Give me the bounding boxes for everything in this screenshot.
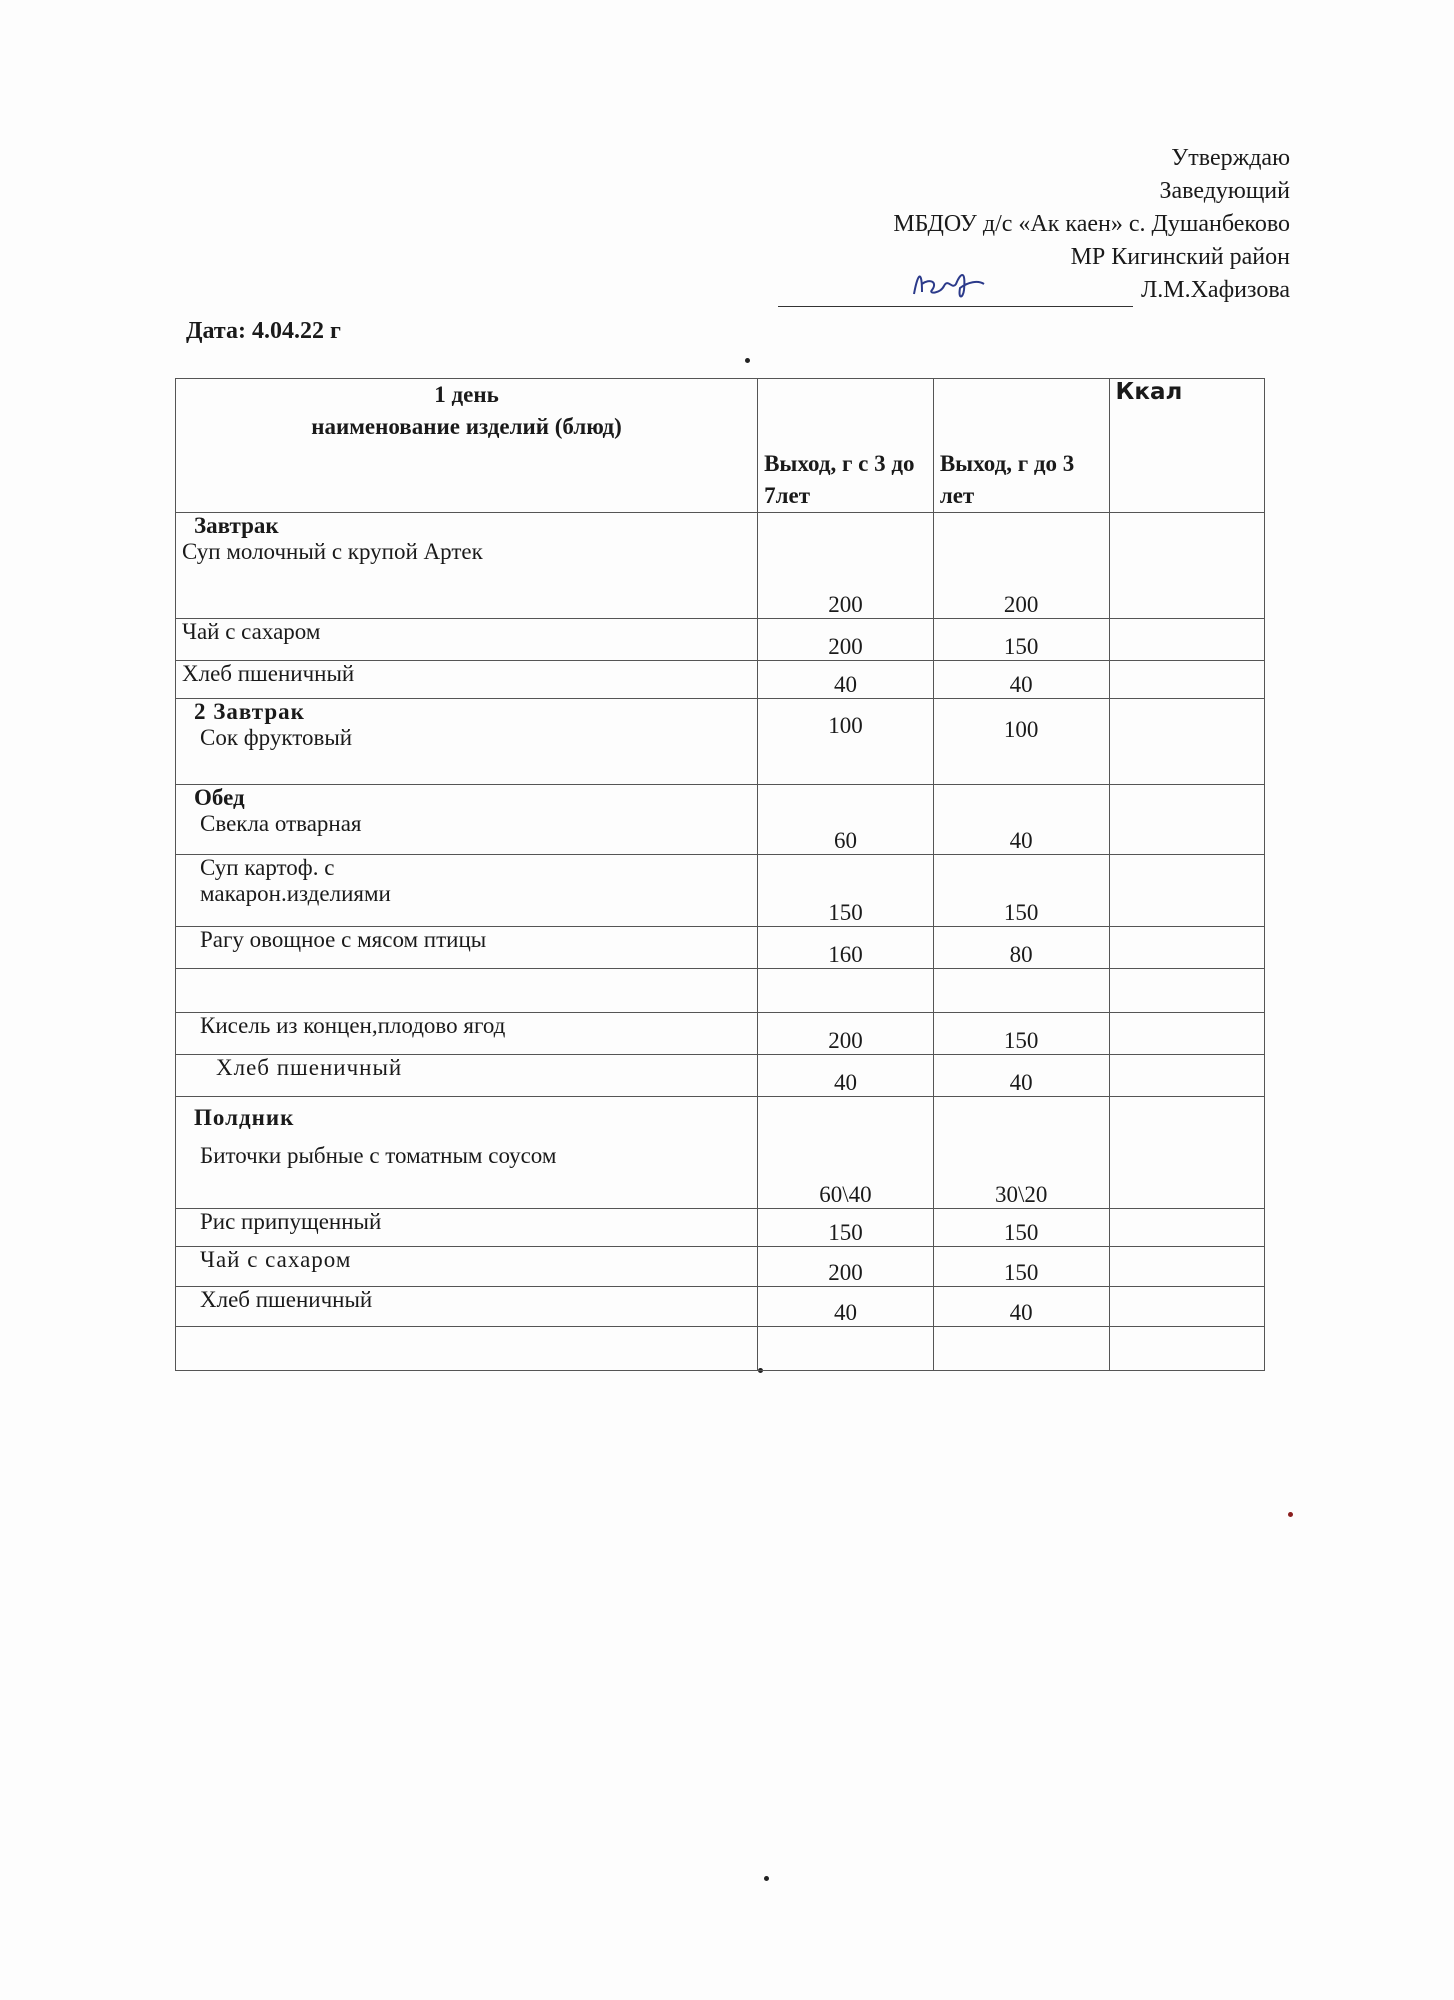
dish-cell [176,513,758,619]
table-row [176,927,1265,969]
dish-cell [176,1247,758,1287]
dish-name: Рагу овощное с мясом птицы [200,927,487,952]
kcal-cell [1109,927,1264,969]
approval-district: МР Кигинский район [1070,244,1290,270]
table-row [176,855,1265,927]
dish-name: Суп картоф. с макарон.изделиями [200,855,391,906]
yield-3-7: 60\40 [758,1097,934,1209]
kcal-cell [1109,513,1264,619]
kcal-cell [1109,855,1264,927]
header-name [176,379,758,513]
dish-cell [176,1097,758,1209]
yield-under-3: 100 [933,699,1109,785]
table-row [176,1247,1265,1287]
kcal-cell [1109,619,1264,661]
dish-cell [176,969,758,1013]
table-row [176,1055,1265,1097]
yield-3-7: 60 [758,785,934,855]
section-title: Обед [194,785,245,810]
header-dish-name: наименование изделий (блюд) [311,414,622,439]
kcal-cell [1109,969,1264,1013]
yield-3-7: 150 [758,1209,934,1247]
yield-3-7: 200 [758,513,934,619]
dish-name: Хлеб пшеничный [216,1055,403,1080]
kcal-cell [1109,699,1264,785]
yield-under-3: 150 [933,619,1109,661]
menu-table [175,378,1265,1371]
approval-block [778,142,1290,307]
approval-institution: МБДОУ д/с «Ак каен» с. Душанбеково [893,211,1290,237]
table-row-empty [176,969,1265,1013]
dish-name: Кисель из концен,плодово ягод [200,1013,506,1038]
yield-3-7: 200 [758,1247,934,1287]
yield-under-3: 30\20 [933,1097,1109,1209]
signer-name: Л.М.Хафизова [1140,277,1290,303]
yield-under-3: 80 [933,927,1109,969]
dish-name: Чай с сахаром [182,619,321,644]
section-title: 2 Завтрак [194,699,305,724]
yield-under-3: 40 [933,785,1109,855]
dish-name: Суп молочный с крупой Артек [182,539,483,564]
dish-cell [176,855,758,927]
approval-title: Утверждаю [1171,145,1290,171]
header-kcal: Ккал [1109,379,1264,513]
signature-line [778,274,1290,307]
dish-cell [176,1055,758,1097]
handwritten-signature [908,264,988,304]
dish-cell [176,699,758,785]
table-row [176,1097,1265,1209]
table-row [176,1287,1265,1327]
dish-cell [176,1209,758,1247]
yield-3-7 [758,969,934,1013]
scan-speck [745,358,750,363]
kcal-cell [1109,1247,1264,1287]
yield-under-3 [933,1327,1109,1371]
section-title: Полдник [194,1105,295,1130]
yield-3-7: 200 [758,619,934,661]
kcal-cell [1109,1209,1264,1247]
scan-speck [1288,1512,1293,1517]
table-row [176,513,1265,619]
yield-under-3: 40 [933,1055,1109,1097]
dish-cell [176,1327,758,1371]
dish-name: Биточки рыбные с томатным соусом [200,1143,557,1168]
kcal-cell [1109,1055,1264,1097]
yield-under-3: 40 [933,661,1109,699]
kcal-cell [1109,661,1264,699]
table-row [176,785,1265,855]
table-row [176,1209,1265,1247]
yield-under-3: 40 [933,1287,1109,1327]
table-header-row [176,379,1265,513]
yield-under-3: 150 [933,1247,1109,1287]
kcal-cell [1109,1097,1264,1209]
yield-under-3: 150 [933,1013,1109,1055]
dish-name: Свекла отварная [200,811,362,836]
kcal-cell [1109,1287,1264,1327]
date-label: Дата: 4.04.22 г [186,318,341,344]
yield-3-7: 100 [758,699,934,785]
header-yield-under-3: Выход, г до 3 лет [933,379,1109,513]
yield-3-7 [758,1327,934,1371]
dish-cell [176,661,758,699]
table-row [176,661,1265,699]
dish-name: Чай с сахаром [200,1247,352,1272]
table-row [176,619,1265,661]
header-day: 1 день [434,382,499,407]
yield-under-3: 150 [933,1209,1109,1247]
yield-3-7: 200 [758,1013,934,1055]
yield-3-7: 150 [758,855,934,927]
header-yield-3-7: Выход, г с 3 до 7лет [758,379,934,513]
yield-3-7: 40 [758,1287,934,1327]
kcal-cell [1109,1013,1264,1055]
kcal-cell [1109,1327,1264,1371]
yield-under-3: 150 [933,855,1109,927]
dish-cell [176,785,758,855]
dish-name: Рис припущенный [200,1209,382,1234]
table-row-empty [176,1327,1265,1371]
section-title: Завтрак [194,513,279,538]
table-row [176,699,1265,785]
yield-under-3: 200 [933,513,1109,619]
approval-position: Заведующий [1159,178,1290,204]
dish-cell [176,619,758,661]
signature-rule [778,278,1133,307]
dish-cell [176,1013,758,1055]
yield-3-7: 160 [758,927,934,969]
kcal-cell [1109,785,1264,855]
dish-cell [176,927,758,969]
yield-3-7: 40 [758,1055,934,1097]
dish-name: Хлеб пшеничный [200,1287,373,1312]
dish-name: Сок фруктовый [200,725,353,750]
table-row [176,1013,1265,1055]
yield-3-7: 40 [758,661,934,699]
dish-name: Хлеб пшеничный [182,661,355,686]
yield-under-3 [933,969,1109,1013]
scan-speck [764,1876,769,1881]
dish-cell [176,1287,758,1327]
